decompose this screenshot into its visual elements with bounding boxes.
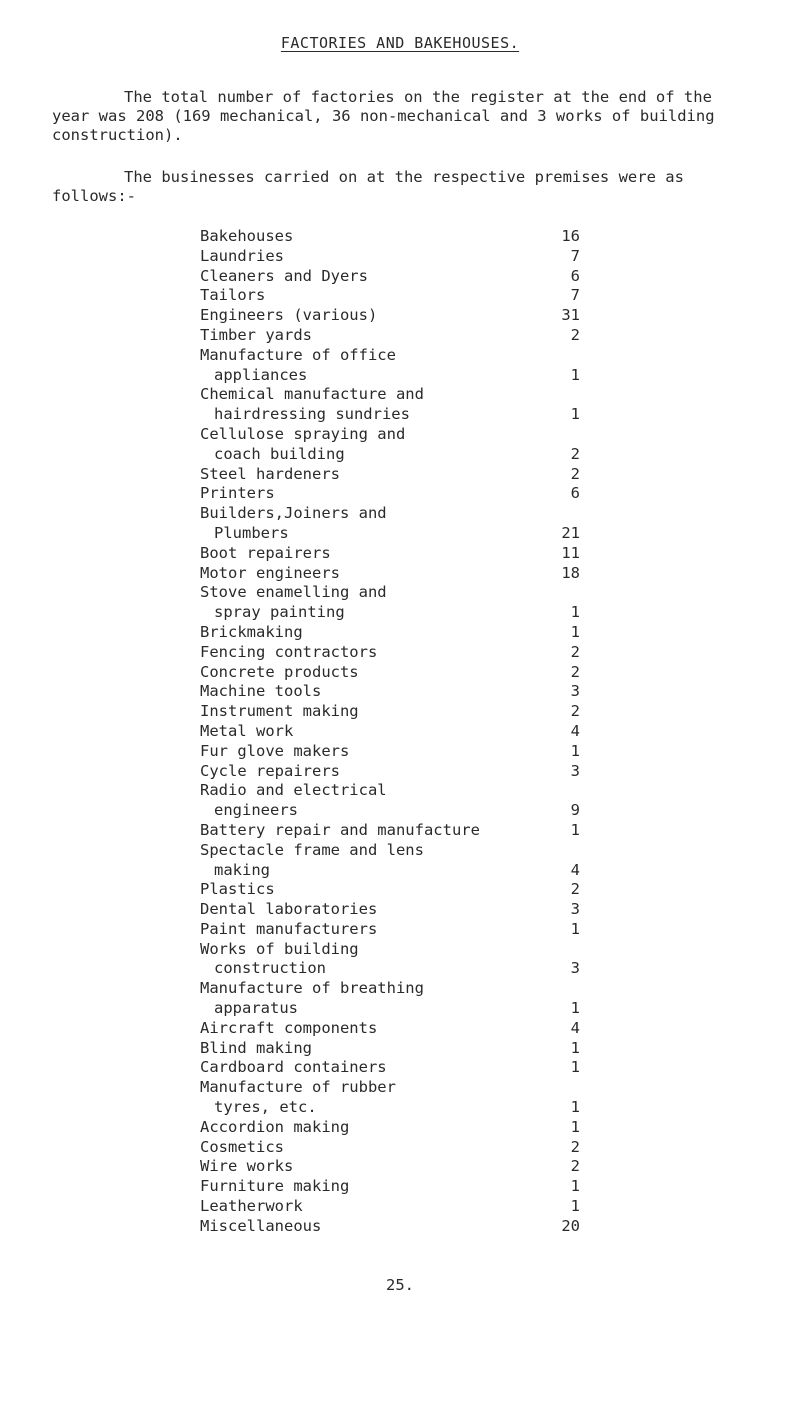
business-count: 4: [570, 721, 580, 740]
business-label: [200, 326, 540, 346]
business-label: [200, 564, 540, 584]
business-name: Works of building: [200, 939, 359, 958]
business-count: 2: [570, 702, 580, 721]
list-item: [200, 920, 580, 940]
business-label: [200, 247, 540, 267]
business-label: [200, 465, 540, 485]
list-item: [200, 821, 580, 841]
business-count: 1: [570, 1098, 580, 1117]
list-item: [200, 465, 580, 485]
list-item: [200, 346, 580, 386]
business-label: [200, 425, 540, 465]
business-label: [200, 1197, 540, 1217]
list-item: [200, 1157, 580, 1177]
list-item: [200, 682, 580, 702]
list-item: [200, 544, 580, 564]
business-name: Cleaners and Dyers: [200, 266, 368, 285]
list-item: [200, 1019, 580, 1039]
business-count: 2: [570, 642, 580, 661]
business-count: 1: [570, 365, 580, 384]
business-name: Accordion making: [200, 1117, 350, 1136]
intro-paragraph: The total number of factories on the register at the end of the year was 208 (169 mechanical, 36 non-mechanical and 3 works of building construction).: [52, 88, 715, 144]
business-name-continuation: tyres, etc.: [214, 1098, 317, 1117]
business-count: 21: [561, 523, 580, 542]
business-list: [200, 227, 580, 1237]
list-item: [200, 1118, 580, 1138]
business-count: 1: [570, 919, 580, 938]
business-count: 2: [570, 444, 580, 463]
business-count: 1: [570, 741, 580, 760]
business-count: 6: [570, 484, 580, 503]
list-item: [200, 1078, 580, 1118]
business-name-continuation: construction: [214, 959, 326, 978]
list-item: [200, 940, 580, 980]
business-name: Plastics: [200, 880, 275, 899]
business-label: [200, 267, 540, 287]
business-count: 18: [561, 563, 580, 582]
list-item: [200, 1197, 580, 1217]
business-count: 31: [561, 306, 580, 325]
list-item: [200, 326, 580, 346]
list-item: [200, 762, 580, 782]
business-count: 3: [570, 900, 580, 919]
business-name: Fur glove makers: [200, 741, 350, 760]
business-count: 11: [561, 543, 580, 562]
business-label: [200, 663, 540, 683]
business-count: 6: [570, 266, 580, 285]
business-count: 3: [570, 761, 580, 780]
list-item: [200, 247, 580, 267]
business-name: Cosmetics: [200, 1137, 284, 1156]
business-label: [200, 841, 540, 881]
business-name: Engineers (various): [200, 306, 378, 325]
business-count: 9: [570, 801, 580, 820]
business-count: 4: [570, 1018, 580, 1037]
business-label: [200, 1039, 540, 1059]
list-item: [200, 900, 580, 920]
list-item: [200, 841, 580, 881]
business-name: Metal work: [200, 721, 294, 740]
business-count: 2: [570, 1137, 580, 1156]
business-name: Steel hardeners: [200, 464, 340, 483]
list-item: [200, 979, 580, 1019]
business-count: 2: [570, 464, 580, 483]
list-item: [200, 1039, 580, 1059]
business-count: 1: [570, 820, 580, 839]
list-item: [200, 306, 580, 326]
list-item: [200, 385, 580, 425]
business-name: Stove enamelling and: [200, 583, 387, 602]
business-name: Miscellaneous: [200, 1216, 322, 1235]
business-name-continuation: spray painting: [214, 603, 345, 622]
business-label: [200, 286, 540, 306]
list-item: [200, 742, 580, 762]
business-count: 1: [570, 1038, 580, 1057]
business-label: [200, 583, 540, 623]
business-label: [200, 346, 540, 386]
business-name-continuation: making: [214, 860, 270, 879]
business-count: 2: [570, 880, 580, 899]
business-label: [200, 940, 540, 980]
business-name: Motor engineers: [200, 563, 340, 582]
business-label: [200, 504, 540, 544]
businesses-intro-paragraph: The businesses carried on at the respective premises were as follows:-: [52, 168, 684, 205]
business-label: [200, 484, 540, 504]
business-count: 1: [570, 1177, 580, 1196]
list-item: [200, 663, 580, 683]
business-count: 2: [570, 662, 580, 681]
business-count: 1: [570, 622, 580, 641]
list-item: [200, 1138, 580, 1158]
business-name: Furniture making: [200, 1177, 350, 1196]
business-count: 1: [570, 999, 580, 1018]
business-name: Laundries: [200, 246, 284, 265]
business-label: [200, 1177, 540, 1197]
business-name: Blind making: [200, 1038, 312, 1057]
business-label: [200, 682, 540, 702]
business-label: [200, 979, 540, 1019]
business-name: Paint manufacturers: [200, 919, 378, 938]
list-item: [200, 227, 580, 247]
business-label: [200, 880, 540, 900]
business-name-continuation: coach building: [214, 444, 345, 463]
business-label: [200, 762, 540, 782]
business-label: [200, 623, 540, 643]
business-name: Spectacle frame and lens: [200, 840, 424, 859]
business-label: [200, 900, 540, 920]
list-item: [200, 564, 580, 584]
business-name: Manufacture of breathing: [200, 979, 424, 998]
list-item: [200, 702, 580, 722]
list-item: [200, 781, 580, 821]
business-count: 2: [570, 325, 580, 344]
business-label: [200, 742, 540, 762]
business-name: Printers: [200, 484, 275, 503]
business-name: Dental laboratories: [200, 900, 378, 919]
business-count: 1: [570, 1058, 580, 1077]
business-label: [200, 722, 540, 742]
business-label: [200, 1078, 540, 1118]
business-label: [200, 1138, 540, 1158]
business-label: [200, 227, 540, 247]
business-name: Leatherwork: [200, 1197, 303, 1216]
business-label: [200, 1157, 540, 1177]
business-count: 2: [570, 1157, 580, 1176]
business-label: [200, 643, 540, 663]
business-name: Chemical manufacture and: [200, 385, 424, 404]
business-label: [200, 1217, 540, 1237]
list-item: [200, 623, 580, 643]
business-count: 1: [570, 1117, 580, 1136]
list-item: [200, 484, 580, 504]
business-name: Instrument making: [200, 702, 359, 721]
business-label: [200, 781, 540, 821]
list-item: [200, 583, 580, 623]
list-item: [200, 880, 580, 900]
list-item: [200, 1177, 580, 1197]
business-name-continuation: apparatus: [214, 999, 298, 1018]
business-name: Boot repairers: [200, 543, 331, 562]
business-name-continuation: appliances: [214, 365, 308, 384]
business-label: [200, 544, 540, 564]
business-name: Brickmaking: [200, 622, 303, 641]
business-name: Battery repair and manufacture: [200, 820, 480, 839]
business-label: [200, 1058, 540, 1078]
business-name: Builders,Joiners and: [200, 504, 387, 523]
list-item: [200, 1217, 580, 1237]
business-name: Concrete products: [200, 662, 359, 681]
business-count: 1: [570, 1197, 580, 1216]
business-name: Cycle repairers: [200, 761, 340, 780]
business-name: Cellulose spraying and: [200, 424, 406, 443]
business-name: Radio and electrical: [200, 781, 387, 800]
business-label: [200, 821, 540, 841]
list-item: [200, 1058, 580, 1078]
business-count: 7: [570, 286, 580, 305]
business-count: 3: [570, 959, 580, 978]
business-count: 20: [561, 1216, 580, 1235]
list-item: [200, 643, 580, 663]
business-name: Machine tools: [200, 682, 322, 701]
business-count: 16: [561, 227, 580, 245]
list-item: [200, 286, 580, 306]
business-label: [200, 702, 540, 722]
business-label: [200, 1019, 540, 1039]
list-item: [200, 267, 580, 287]
business-name: Tailors: [200, 286, 266, 305]
business-label: [200, 385, 540, 425]
business-name: Manufacture of rubber: [200, 1078, 396, 1097]
business-name: Wire works: [200, 1157, 294, 1176]
business-name: Bakehouses: [200, 227, 294, 245]
page-title: FACTORIES AND BAKEHOUSES.: [280, 34, 520, 52]
business-label: [200, 920, 540, 940]
business-count: 1: [570, 603, 580, 622]
business-count: 7: [570, 246, 580, 265]
page-number: 25.: [386, 1276, 414, 1294]
list-item: [200, 722, 580, 742]
business-count: 4: [570, 860, 580, 879]
business-count: 1: [570, 405, 580, 424]
business-name: Manufacture of office: [200, 345, 396, 364]
business-name-continuation: engineers: [214, 801, 298, 820]
business-count: 3: [570, 682, 580, 701]
business-name: Fencing contractors: [200, 642, 378, 661]
list-item: [200, 425, 580, 465]
business-label: [200, 1118, 540, 1138]
list-item: [200, 504, 580, 544]
business-name: Timber yards: [200, 325, 312, 344]
business-name: Aircraft components: [200, 1018, 378, 1037]
business-label: [200, 306, 540, 326]
business-name-continuation: Plumbers: [214, 523, 289, 542]
business-name: Cardboard containers: [200, 1058, 387, 1077]
business-name-continuation: hairdressing sundries: [214, 405, 410, 424]
